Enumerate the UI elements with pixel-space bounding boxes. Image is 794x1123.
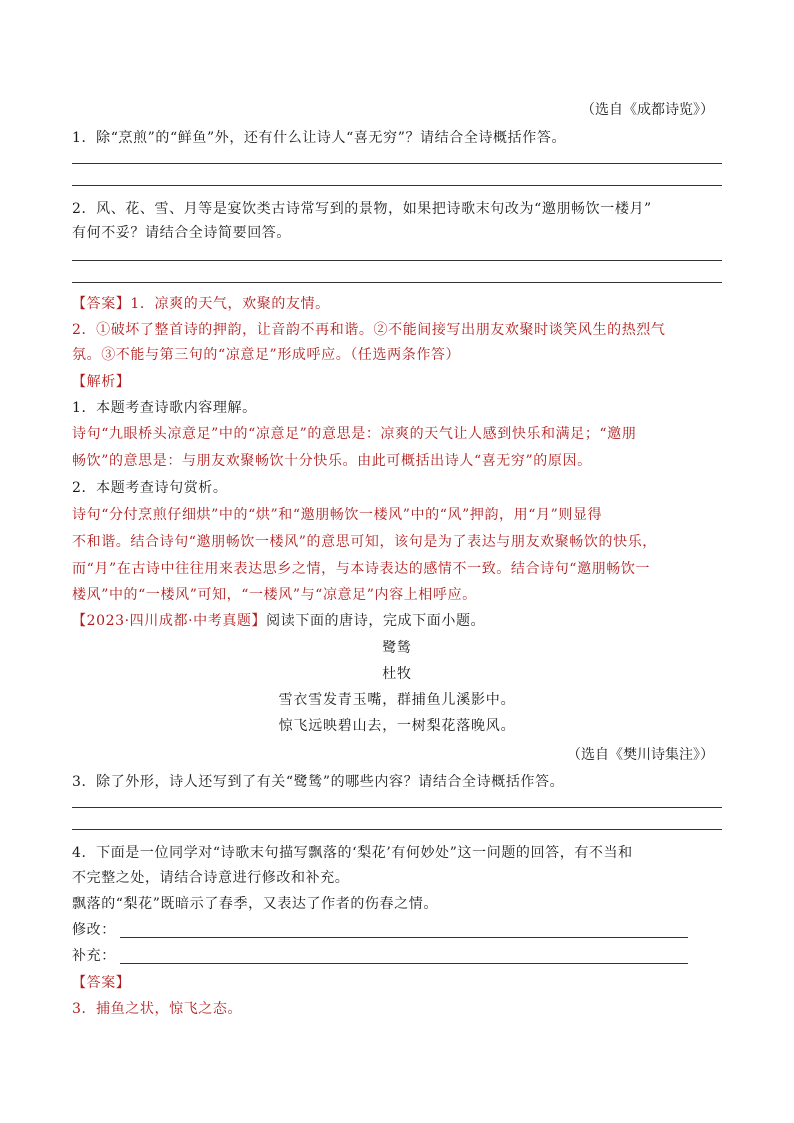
poem-author: 杜牧 [382, 666, 412, 682]
answer-line [72, 163, 722, 164]
exam-intro [72, 611, 722, 631]
answer-text: 1．凉爽的天气，欢聚的友情。 [130, 296, 330, 312]
answer-1-line-2: 2．①破坏了整首诗的押韵，让音韵不再和谐。②不能间接写出朋友欢聚时谈笑风生的热烈气 [72, 322, 666, 338]
analysis-2-heading: 2．本题考查诗句赏析。 [72, 480, 228, 496]
analysis-1-line-1: 诗句“九眼桥头凉意足”中的“凉意足”的意思是：凉爽的天气让人感到快乐和满足；“邀朋 [72, 426, 637, 442]
modify-label: 修改： [72, 922, 116, 938]
poem-line-1: 雪衣雪发青玉嘴，群捕鱼儿溪影中。 [278, 692, 516, 708]
answer-2-line-1: 3．捕鱼之状，惊飞之态。 [72, 1001, 243, 1017]
modify-answer-line [120, 937, 688, 938]
question-2-line-1: 2．风、花、雪、月等是宴饮类古诗常写到的景物，如果把诗歌末句改为“邀朋畅饮一楼月” [72, 201, 652, 217]
analysis-1-heading: 1．本题考查诗歌内容理解。 [72, 400, 257, 416]
analysis-2-line-1: 诗句“分付烹煎仔细烘”中的“烘”和“邀朋畅饮一楼风”中的“风”押韵，用“月”则显得 [72, 507, 603, 523]
poem-source: （选自《樊川诗集注》） [567, 747, 714, 763]
question-4-quote: 飘落的“梨花”既暗示了春季，又表达了作者的伤春之情。 [72, 896, 438, 912]
question-2-line-2: 有何不妥？请结合全诗简要回答。 [72, 225, 291, 241]
source-citation: （选自《成都诗览》） [581, 102, 714, 118]
answer-line [72, 282, 722, 283]
supplement-label: 补充： [72, 948, 116, 964]
answer-1-line-3: 氛。③不能与第三句的“凉意足”形成呼应。（任选两条作答） [72, 347, 461, 363]
poem-line-2: 惊飞远映碧山去，一树梨花落晚风。 [278, 718, 516, 734]
analysis-1-line-2: 畅饮”的意思是：与朋友欢聚畅饮十分快乐。由此可概括出诗人“喜无穷”的原因。 [72, 453, 592, 469]
answer-line [72, 829, 722, 830]
analysis-2-line-2: 不和谐。结合诗句“邀朋畅饮一楼风”的意思可知，该句是为了表达与朋友欢聚畅饮的快乐， [72, 534, 657, 550]
answer-1-line-1 [72, 294, 722, 314]
answer-2-tag: 【答案】 [72, 975, 131, 991]
analysis-2-line-3: 而“月”在古诗中往往用来表达思乡之情，与本诗表达的感情不一致。结合诗句“邀朋畅饮一 [72, 561, 651, 577]
question-4-line-1: 4．下面是一位同学对“诗歌末句描写飘落的‘梨花’有何妙处”这一问题的回答，有不当和 [72, 845, 633, 861]
exam-instruction: 阅读下面的唐诗，完成下面小题。 [266, 613, 486, 629]
answer-line [72, 185, 722, 186]
supplement-answer-line [120, 963, 688, 964]
question-3: 3．除了外形，诗人还写到了有关“鹭鸶”的哪些内容？请结合全诗概括作答。 [72, 774, 565, 790]
question-1: 1．除“烹煎”的“鲜鱼”外，还有什么让诗人“喜无穷”？请结合全诗概括作答。 [72, 130, 567, 146]
answer-line [72, 807, 722, 808]
exam-source-tag: 【2023·四川成都·中考真题】 [72, 613, 267, 629]
answer-tag: 【答案】 [72, 296, 131, 312]
question-4-line-2: 不完整之处，请结合诗意进行修改和补充。 [72, 870, 350, 886]
analysis-2-line-4: 楼风”中的“一楼风”可知，“一楼风”与“凉意足”内容上相呼应。 [72, 587, 477, 603]
answer-line [72, 260, 722, 261]
analysis-tag: 【解析】 [72, 374, 131, 390]
poem-title: 鹭鸶 [382, 640, 412, 656]
